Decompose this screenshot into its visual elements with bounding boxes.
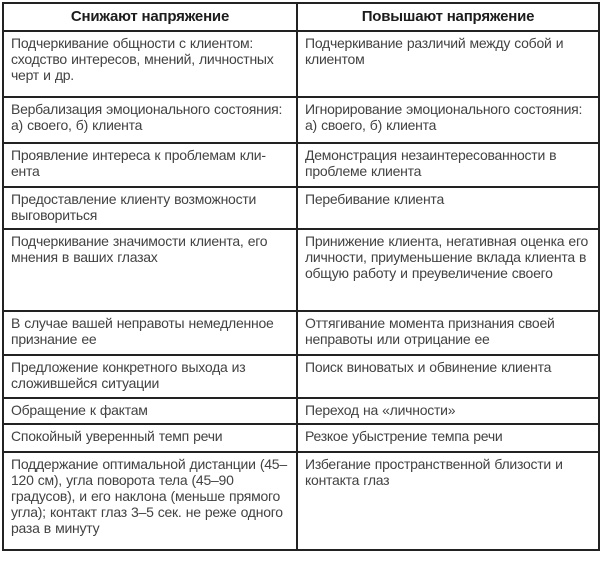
cell-reduce-tension: В случае вашей неправоты немедленное признание ее xyxy=(3,311,297,355)
table-row xyxy=(3,31,599,97)
tension-comparison-table xyxy=(2,2,600,551)
cell-reduce-tension: Предложение конкретного выхода из сложившейся ситуации xyxy=(3,355,297,398)
table-row xyxy=(3,452,599,550)
cell-reduce-tension: Вербализация эмоционального состояния: а) своего, б) клиента xyxy=(3,97,297,143)
cell-increase-tension: Оттягивание момента признания своей неправоты или отрицание ее xyxy=(297,311,599,355)
table-row xyxy=(3,187,599,229)
cell-reduce-tension: Поддержание оптимальной дистанции (45–120 см), угла поворота тела (45–90 градусов), и его наклона (меньше прямого угла); контакт глаз 3–5 сек. не реже одного раза в минуту xyxy=(3,452,297,550)
cell-increase-tension: Подчеркивание различий между собой и клиентом xyxy=(297,31,599,97)
table-row xyxy=(3,355,599,398)
cell-reduce-tension: Проявление интереса к проблемам клиента xyxy=(3,143,297,187)
cell-reduce-tension: Обращение к фактам xyxy=(3,398,297,424)
cell-increase-tension: Игнорирование эмоционального состояния: а) своего, б) клиента xyxy=(297,97,599,143)
table-row xyxy=(3,97,599,143)
cell-reduce-tension: Спокойный уверенный темп речи xyxy=(3,424,297,452)
cell-reduce-tension: Подчеркивание значимости клиента, его мнения в ваших глазах xyxy=(3,229,297,311)
cell-increase-tension: Демонстрация незаинтересованности в проблеме клиента xyxy=(297,143,599,187)
cell-increase-tension: Переход на «личности» xyxy=(297,398,599,424)
cell-reduce-tension: Подчеркивание общности с клиентом: сходство интересов, мнений, личностных черт и др. xyxy=(3,31,297,97)
cell-increase-tension: Принижение клиента, негативная оценка его личности, приуменьшение вклада клиента в общую работу и преувеличение своего xyxy=(297,229,599,311)
cell-increase-tension: Перебивание клиента xyxy=(297,187,599,229)
cell-increase-tension: Резкое убыстрение темпа речи xyxy=(297,424,599,452)
cell-increase-tension: Поиск виноватых и обвинение клиента xyxy=(297,355,599,398)
table-header-row xyxy=(3,3,599,31)
table-row xyxy=(3,424,599,452)
column-header-increase-tension: Повышают напряжение xyxy=(297,3,599,31)
cell-reduce-tension: Предоставление клиенту возможности выговориться xyxy=(3,187,297,229)
table-row xyxy=(3,311,599,355)
table-row xyxy=(3,143,599,187)
cell-increase-tension: Избегание пространственной близости и контакта глаз xyxy=(297,452,599,550)
table-row xyxy=(3,398,599,424)
table-row xyxy=(3,229,599,311)
column-header-reduce-tension: Снижают напряжение xyxy=(3,3,297,31)
